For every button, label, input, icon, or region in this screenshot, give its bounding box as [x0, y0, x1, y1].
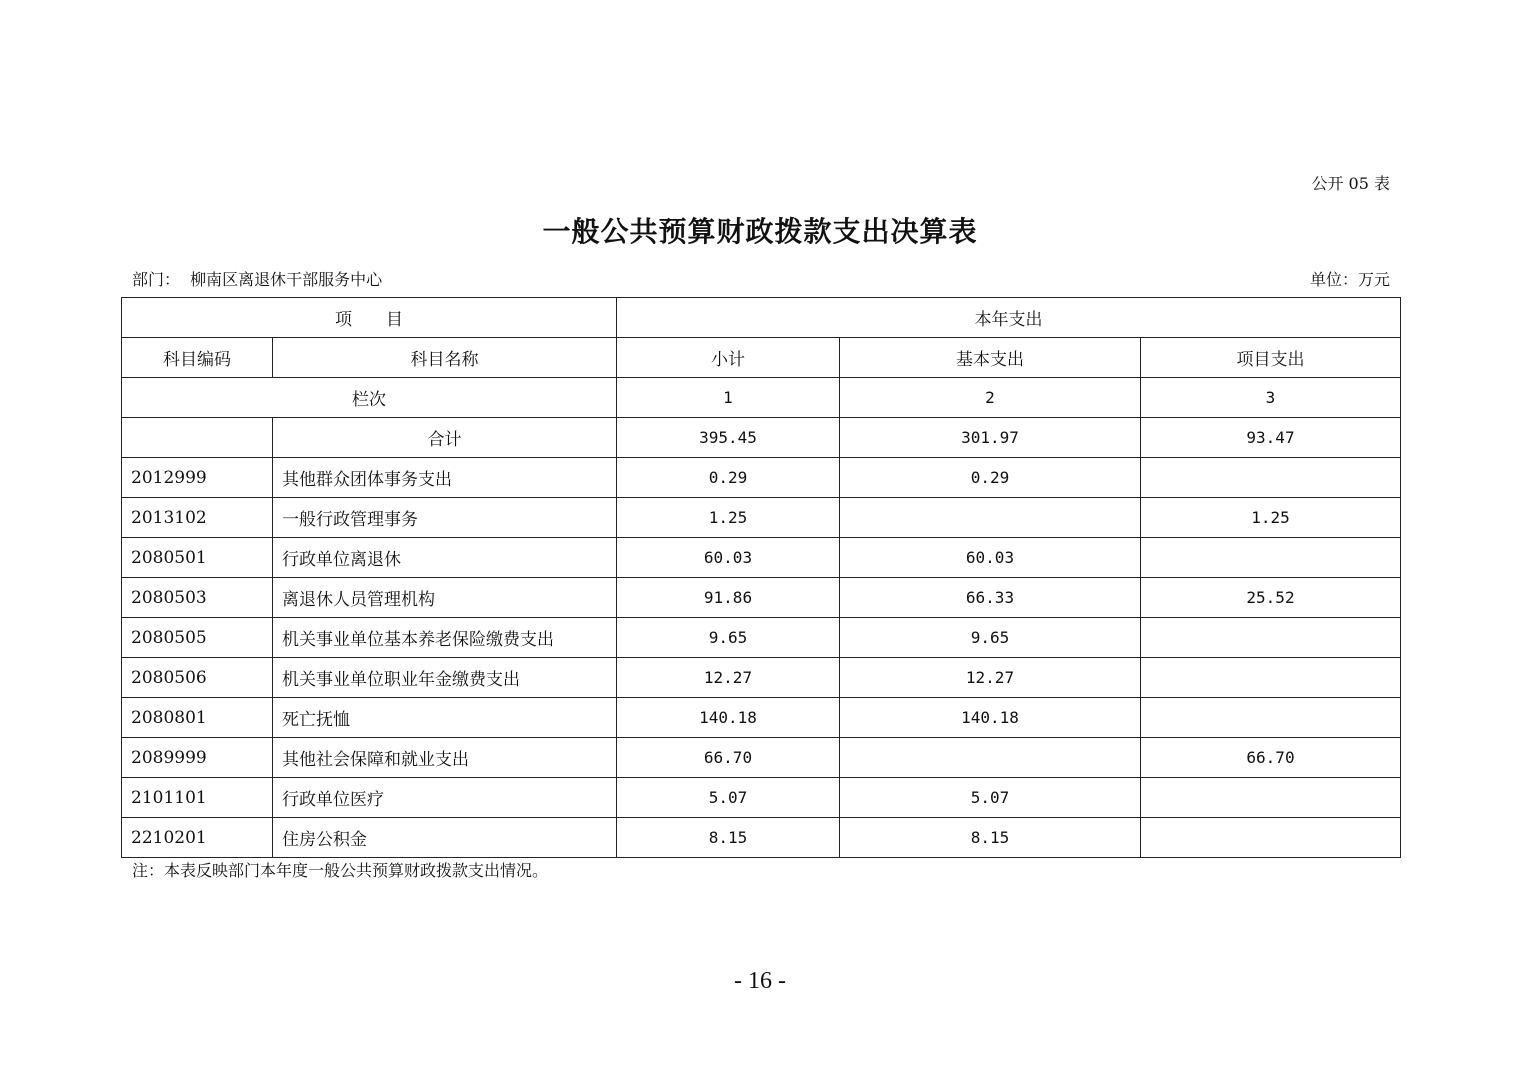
row-basic: 0.29 [840, 458, 1141, 498]
row-basic: 8.15 [840, 818, 1141, 858]
row-subtotal: 1.25 [617, 498, 840, 538]
row-project [1141, 698, 1401, 738]
row-code: 2080505 [122, 618, 273, 658]
row-subtotal: 66.70 [617, 738, 840, 778]
row-project: 25.52 [1141, 578, 1401, 618]
index-1: 1 [617, 378, 840, 418]
col-header-basic: 基本支出 [840, 338, 1141, 378]
row-name: 其他社会保障和就业支出 [273, 738, 617, 778]
total-label: 合计 [273, 418, 617, 458]
row-basic: 60.03 [840, 538, 1141, 578]
total-subtotal: 395.45 [617, 418, 840, 458]
unit-label: 单位：万元 [1309, 270, 1390, 289]
table-row [122, 738, 1401, 778]
row-name: 行政单位离退休 [273, 538, 617, 578]
total-row [122, 418, 1401, 458]
col-header-code: 科目编码 [122, 338, 273, 378]
row-project [1141, 778, 1401, 818]
row-code: 2080503 [122, 578, 273, 618]
page-number: - 16 - [734, 968, 786, 994]
table-body [122, 298, 1401, 858]
row-code: 2101101 [122, 778, 273, 818]
row-project: 1.25 [1141, 498, 1401, 538]
row-code: 2013102 [122, 498, 273, 538]
row-name: 离退休人员管理机构 [273, 578, 617, 618]
col-header-project: 项目支出 [1141, 338, 1401, 378]
row-basic: 5.07 [840, 778, 1141, 818]
row-basic: 9.65 [840, 618, 1141, 658]
row-project [1141, 618, 1401, 658]
total-basic: 301.97 [840, 418, 1141, 458]
row-subtotal: 0.29 [617, 458, 840, 498]
total-project: 93.47 [1141, 418, 1401, 458]
row-code: 2089999 [122, 738, 273, 778]
header-row-columns [122, 338, 1401, 378]
row-name: 机关事业单位职业年金缴费支出 [273, 658, 617, 698]
row-name: 机关事业单位基本养老保险缴费支出 [273, 618, 617, 658]
index-3: 3 [1141, 378, 1401, 418]
table-row [122, 778, 1401, 818]
row-subtotal: 9.65 [617, 618, 840, 658]
row-subtotal: 12.27 [617, 658, 840, 698]
header-row-top [122, 298, 1401, 338]
row-code: 2080801 [122, 698, 273, 738]
row-code: 2210201 [122, 818, 273, 858]
row-basic [840, 738, 1141, 778]
table-row [122, 698, 1401, 738]
row-project: 66.70 [1141, 738, 1401, 778]
row-subtotal: 8.15 [617, 818, 840, 858]
col-header-subtotal: 小计 [617, 338, 840, 378]
table-row [122, 658, 1401, 698]
index-row [122, 378, 1401, 418]
department-label: 部门： 柳南区离退休干部服务中心 [132, 270, 383, 289]
header-project: 项 目 [122, 298, 617, 338]
row-project [1141, 658, 1401, 698]
expenditure-table [121, 297, 1401, 858]
form-number: 公开 05 表 [1311, 174, 1390, 193]
col-header-name: 科目名称 [273, 338, 617, 378]
table-note: 注：本表反映部门本年度一般公共预算财政拨款支出情况。 [132, 861, 549, 880]
row-subtotal: 140.18 [617, 698, 840, 738]
row-subtotal: 60.03 [617, 538, 840, 578]
row-basic: 66.33 [840, 578, 1141, 618]
row-project [1141, 818, 1401, 858]
table-row [122, 538, 1401, 578]
table-row [122, 458, 1401, 498]
row-subtotal: 91.86 [617, 578, 840, 618]
row-code: 2080506 [122, 658, 273, 698]
row-code: 2012999 [122, 458, 273, 498]
row-basic: 12.27 [840, 658, 1141, 698]
table-row [122, 618, 1401, 658]
row-name: 其他群众团体事务支出 [273, 458, 617, 498]
row-name: 住房公积金 [273, 818, 617, 858]
total-code-cell [122, 418, 273, 458]
row-basic [840, 498, 1141, 538]
page-title: 一般公共预算财政拨款支出决算表 [542, 215, 978, 248]
row-code: 2080501 [122, 538, 273, 578]
table-row [122, 498, 1401, 538]
table-row [122, 818, 1401, 858]
row-index-label: 栏次 [122, 378, 617, 418]
row-name: 死亡抚恤 [273, 698, 617, 738]
row-project [1141, 538, 1401, 578]
row-name: 行政单位医疗 [273, 778, 617, 818]
index-2: 2 [840, 378, 1141, 418]
row-subtotal: 5.07 [617, 778, 840, 818]
header-current-year: 本年支出 [617, 298, 1401, 338]
row-name: 一般行政管理事务 [273, 498, 617, 538]
row-basic: 140.18 [840, 698, 1141, 738]
table-row [122, 578, 1401, 618]
row-project [1141, 458, 1401, 498]
